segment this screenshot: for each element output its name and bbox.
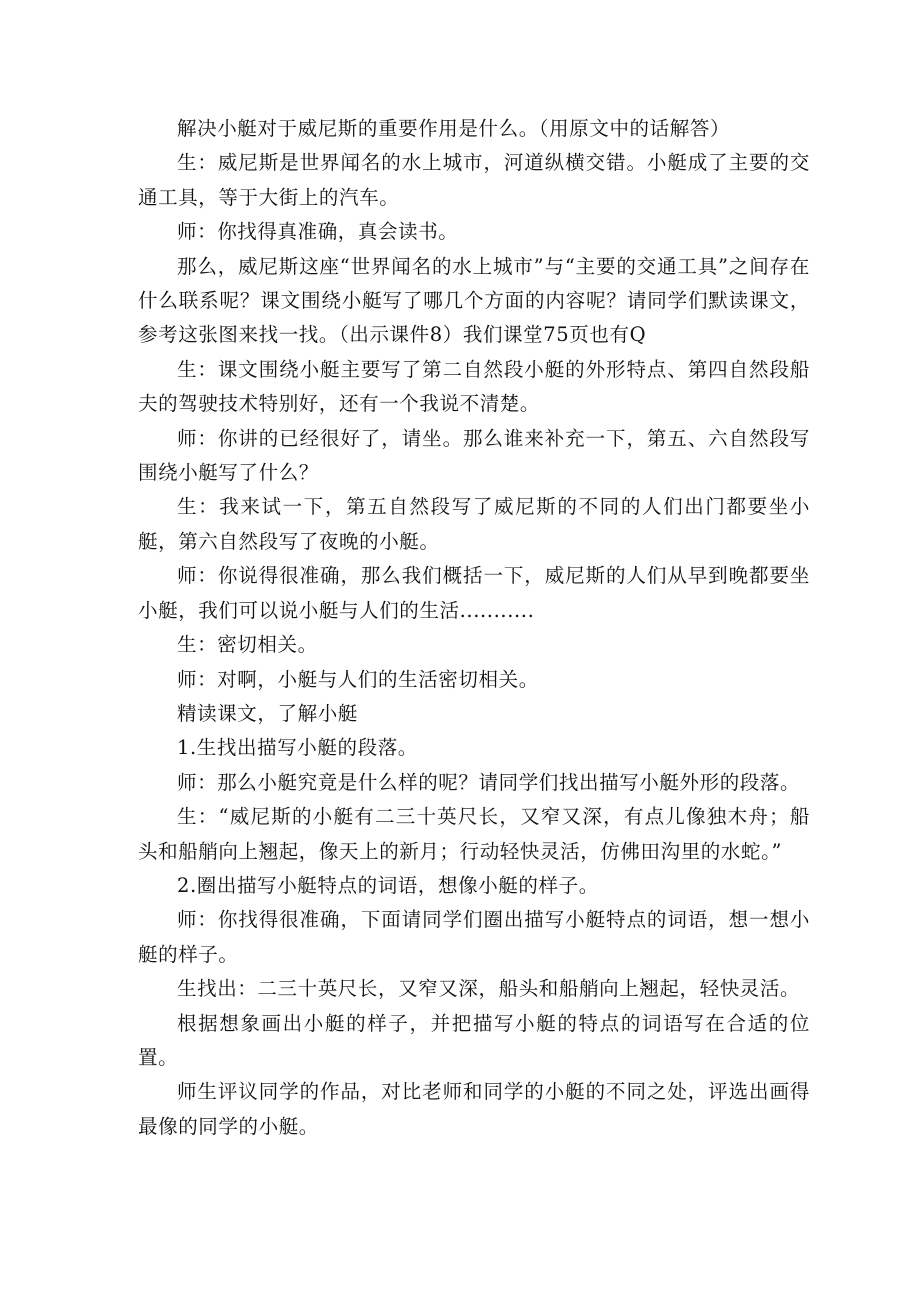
paragraph-teacher-summary: 师：你说得很准确，那么我们概括一下，威尼斯的人们从早到晚都要坐小艇，我们可以说小艇与人们的生活...........	[138, 564, 810, 622]
paragraph-evaluation: 师生评议同学的作品，对比老师和同学的小艇的不同之处，评选出画得最像的同学的小艇。	[138, 1080, 810, 1138]
paragraph-teacher-followup: 师：你讲的已经很好了，请坐。那么谁来补充一下，第五、六自然段写围绕小艇写了什么？	[138, 426, 810, 485]
document-body	[138, 112, 810, 1144]
paragraph-teacher-confirm: 师：对啊，小艇与人们的生活密切相关。	[177, 667, 539, 691]
paragraph-student-quote: 生：“威尼斯的小艇有二三十英尺长，又窄又深，有点儿像独木舟；船头和船艄向上翘起，像天上的新月；行动轻快灵活，仿佛田沟里的水蛇。”	[138, 805, 810, 863]
paragraph-student-answer-4: 生：密切相关。	[177, 633, 318, 657]
section-heading: 精读课文，了解小艇	[177, 701, 358, 725]
paragraph-teacher-praise-1: 师：你找得真准确，真会读书。	[177, 220, 459, 244]
paragraph-teacher-question-shape: 师：那么小艇究竟是什么样的呢？请同学们找出描写小艇外形的段落。	[177, 770, 801, 794]
paragraph-student-answer-1: 生：威尼斯是世界闻名的水上城市，河道纵横交错。小艇成了主要的交通工具，等于大街上的汽车。	[138, 151, 810, 209]
paragraph-student-answer-2: 生：课文围绕小艇主要写了第二自然段小艇的外形特点、第四自然段船夫的驾驶技术特别好，还有一个我说不清楚。	[138, 357, 810, 416]
paragraph-student-answer-3: 生：我来试一下，第五自然段写了威尼斯的不同的人们出门都要坐小艇，第六自然段写了夜晚的小艇。	[138, 495, 810, 553]
paragraph-teacher-circle-words: 师：你找得很准确，下面请同学们圈出描写小艇特点的词语，想一想小艇的样子。	[138, 908, 810, 966]
paragraph-drawing-task: 根据想象画出小艇的样子，并把描写小艇的特点的词语写在合适的位置。	[138, 1011, 810, 1069]
step-1-heading: 1.生找出描写小艇的段落。	[177, 736, 418, 760]
paragraph-question: 解决小艇对于威尼斯的重要作用是什么。（用原文中的话解答）	[177, 117, 731, 140]
paragraph-student-found-words: 生找出：二三十英尺长，又窄又深，船头和船艄向上翘起，轻快灵活。	[177, 977, 801, 1001]
paragraph-teacher-prompt: 那么，威尼斯这座“世界闻名的水上城市”与“主要的交通工具”之间存在什么联系呢？课文围绕小艇写了哪几个方面的内容呢？请同学们默读课文，参考这张图来找一找。（出示课件8）我们课堂75页也有Q	[138, 254, 810, 347]
step-2-heading: 2.圈出描写小艇特点的词语，想像小艇的样子。	[177, 873, 599, 897]
